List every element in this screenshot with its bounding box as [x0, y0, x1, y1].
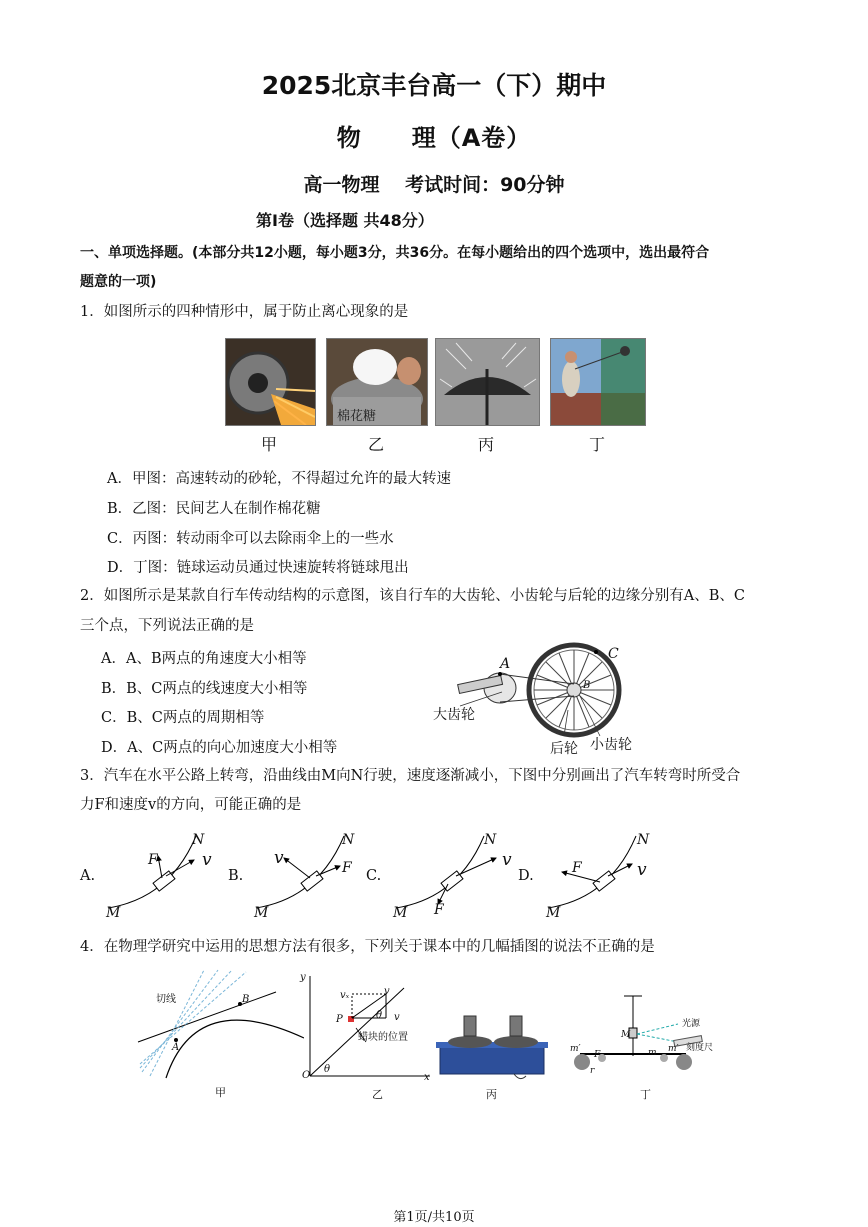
- q3-option-a-letter: A.: [80, 868, 96, 884]
- q1-option-a: A．甲图：高速转动的砂轮，不得超过允许的最大转速: [107, 471, 451, 487]
- q3c-f: F: [434, 902, 444, 918]
- q4-caption-yi: 乙: [372, 1088, 383, 1101]
- q3d-n: N: [637, 832, 650, 848]
- q4-ding-r: r: [590, 1066, 595, 1076]
- q1-option-d: D．丁图：链球运动员通过快速旋转将链球甩出: [107, 560, 409, 576]
- q4-yi-vx: vₓ: [340, 990, 350, 1001]
- section-heading-line2: 题意的一项): [80, 274, 157, 290]
- page-number: 第1页/共10页: [393, 1210, 475, 1225]
- q3d-m: M: [546, 905, 561, 921]
- q1-option-c: C．丙图：转动雨伞可以去除雨伞上的一些水: [107, 531, 394, 547]
- q4-jia-a: A: [172, 1042, 180, 1053]
- q3b-v: v: [274, 848, 284, 868]
- bike-label-big-gear: 大齿轮: [433, 707, 475, 723]
- q3c-m: M: [393, 905, 408, 921]
- q4-figure-bing: [436, 1012, 548, 1082]
- q2-option-d: D．A、C两点的向心加速度大小相等: [101, 740, 338, 756]
- q4-yi-v: v: [394, 1012, 400, 1023]
- q1-caption-jia: 甲: [260, 435, 277, 454]
- q4-ding-m1: m′: [570, 1044, 581, 1054]
- q2-stem-line2: 三个点，下列说法正确的是: [80, 618, 254, 634]
- q3a-m: M: [106, 905, 121, 921]
- q4-ding-m: m: [648, 1048, 657, 1058]
- photo-cotton-candy: [326, 338, 428, 426]
- q1-caption-ding: 丁: [588, 435, 605, 454]
- q3c-v: v: [502, 850, 512, 870]
- q1-caption-bing: 丙: [477, 435, 494, 454]
- q3-stem-line1: 3．汽车在水平公路上转弯，沿曲线由M向N行驶，速度逐渐减小，下图中分别画出了汽车转弯时所受合: [80, 768, 741, 784]
- q4-jia-tangent-label: 切线: [156, 994, 176, 1005]
- q4-yi-p: P: [336, 1014, 343, 1025]
- volume-heading: 第Ⅰ卷（选择题 共48分）: [256, 211, 434, 230]
- q4-jia-b: B: [242, 994, 250, 1005]
- q4-ding-m-label: M: [621, 1030, 631, 1040]
- q4-caption-ding: 丁: [640, 1088, 651, 1101]
- q3-stem-line2: 力F和速度v的方向，可能正确的是: [80, 797, 302, 813]
- bike-label-c: C: [608, 646, 619, 662]
- q3a-n: N: [192, 832, 205, 848]
- q3a-f: F: [148, 852, 158, 868]
- q2-option-b: B．B、C两点的线速度大小相等: [101, 681, 308, 697]
- q1-stem: 1．如图所示的四种情形中，属于防止离心现象的是: [80, 304, 409, 320]
- q3b-f: F: [342, 860, 352, 876]
- q3b-m: M: [254, 905, 269, 921]
- q4-figure-ding: [566, 994, 706, 1084]
- q3-option-c-letter: C.: [366, 868, 382, 884]
- photo-hammer-throw: [550, 338, 646, 426]
- q3d-v: v: [637, 860, 647, 880]
- q4-caption-bing: 丙: [486, 1088, 497, 1101]
- cotton-candy-sign: 棉花糖: [337, 409, 377, 424]
- q4-yi-vy: v: [384, 986, 390, 997]
- q4-ding-light: 光源: [682, 1019, 701, 1029]
- q2-stem-line1: 2．如图所示是某款自行车传动结构的示意图，该自行车的大齿轮、小齿轮与后轮的边缘分别有A、B、C: [80, 588, 745, 604]
- exam-info: 高一物理 考试时间：90分钟: [303, 174, 565, 196]
- q4-yi-y: y: [300, 972, 306, 983]
- q1-option-b: B．乙图：民间艺人在制作棉花糖: [107, 501, 321, 517]
- q4-caption-jia: 甲: [215, 1086, 226, 1099]
- q4-yi-x: x: [424, 1072, 430, 1083]
- q4-ding-f: F: [594, 1050, 601, 1060]
- q3a-v: v: [202, 850, 212, 870]
- q4-yi-theta2: θ: [376, 1010, 383, 1021]
- q2-option-a: A．A、B两点的角速度大小相等: [101, 651, 307, 667]
- q3b-n: N: [342, 832, 355, 848]
- q4-figure-yi: [296, 970, 436, 1084]
- bike-label-small-gear: 小齿轮: [590, 737, 632, 753]
- bike-label-rear-wheel: 后轮: [550, 741, 578, 757]
- exam-subject: 物 理（A卷）: [336, 124, 532, 152]
- q4-yi-theta: θ: [324, 1064, 331, 1075]
- q3c-n: N: [484, 832, 497, 848]
- q3d-f: F: [572, 860, 582, 876]
- q3-option-d-letter: D.: [518, 868, 534, 884]
- q2-option-c: C．B、C两点的周期相等: [101, 710, 265, 726]
- photo-grinding-wheel: [225, 338, 316, 426]
- exam-title: 2025北京丰台高一（下）期中: [261, 71, 607, 100]
- q4-yi-o: O: [302, 1070, 311, 1081]
- bike-label-b: B: [583, 680, 591, 691]
- q4-stem: 4．在物理学研究中运用的思想方法有很多，下列关于课本中的几幅插图的说法不正确的是: [80, 939, 655, 955]
- bike-label-a: A: [500, 656, 511, 672]
- photo-umbrella: [435, 338, 540, 426]
- q4-ding-m2: m′: [668, 1044, 679, 1054]
- q1-caption-yi: 乙: [367, 435, 384, 454]
- q4-figure-jia: [136, 968, 304, 1080]
- q4-ding-scale: 刻度尺: [686, 1043, 714, 1053]
- q4-yi-caption-label: 蜡块的位置: [358, 1032, 408, 1043]
- section-heading-line1: 一、单项选择题。(本部分共12小题，每小题3分，共36分。在每小题给出的四个选项中，选出最符合: [80, 245, 710, 261]
- q3-option-b-letter: B.: [228, 868, 244, 884]
